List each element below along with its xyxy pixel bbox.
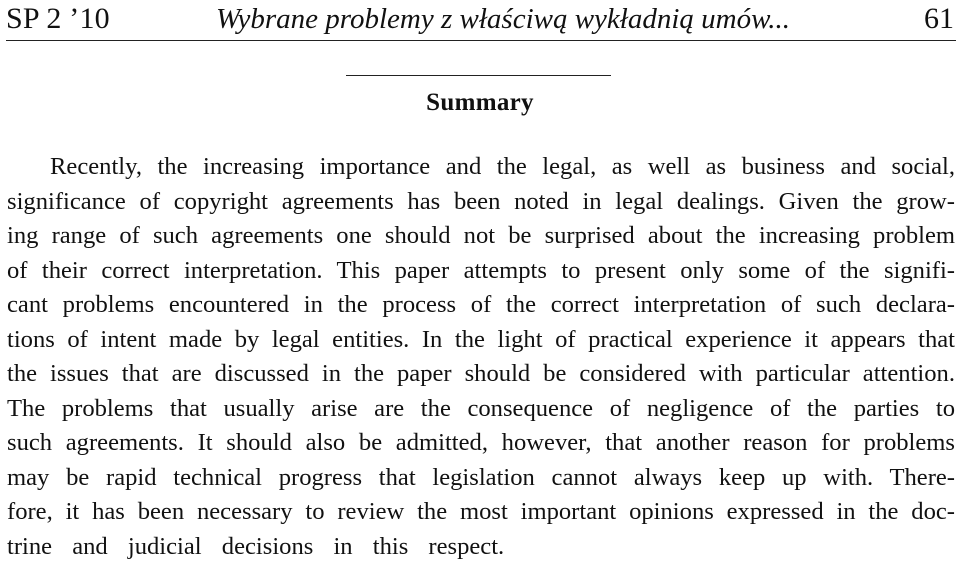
text-line: fore, it has been necessary to review the most important opinions expressed in the doc- <box>7 495 955 530</box>
summary-body <box>7 150 955 564</box>
text-line: cant problems encountered in the process of the correct interpretation of such declara- <box>7 288 955 323</box>
page-number: 61 <box>924 0 954 38</box>
text-line: may be rapid technical progress that legislation cannot always keep up with. There- <box>7 461 955 496</box>
text-line: tions of intent made by legal entities. In the light of practical experience it appears that <box>7 323 955 358</box>
text-line: trine and judicial decisions in this respect. <box>7 530 955 564</box>
text-line: Recently, the increasing importance and the legal, as well as business and social, <box>7 150 955 185</box>
text-line: of their correct interpretation. This paper attempts to present only some of the signifi- <box>7 254 955 289</box>
text-line: such agreements. It should also be admitted, however, that another reason for problems <box>7 426 955 461</box>
text-line: significance of copyright agreements has been noted in legal dealings. Given the grow- <box>7 185 955 220</box>
running-title: Wybrane problemy z właściwą wykładnią umów... <box>216 0 790 38</box>
text-line: ing range of such agreements one should not be surprised about the increasing problem <box>7 219 955 254</box>
section-divider <box>346 75 611 76</box>
text-line: the issues that are discussed in the paper should be considered with particular attention. <box>7 357 955 392</box>
summary-heading: Summary <box>0 86 960 120</box>
journal-issue: SP 2 ’10 <box>6 0 110 38</box>
running-header <box>6 0 956 41</box>
text-line: The problems that usually arise are the consequence of negligence of the parties to <box>7 392 955 427</box>
